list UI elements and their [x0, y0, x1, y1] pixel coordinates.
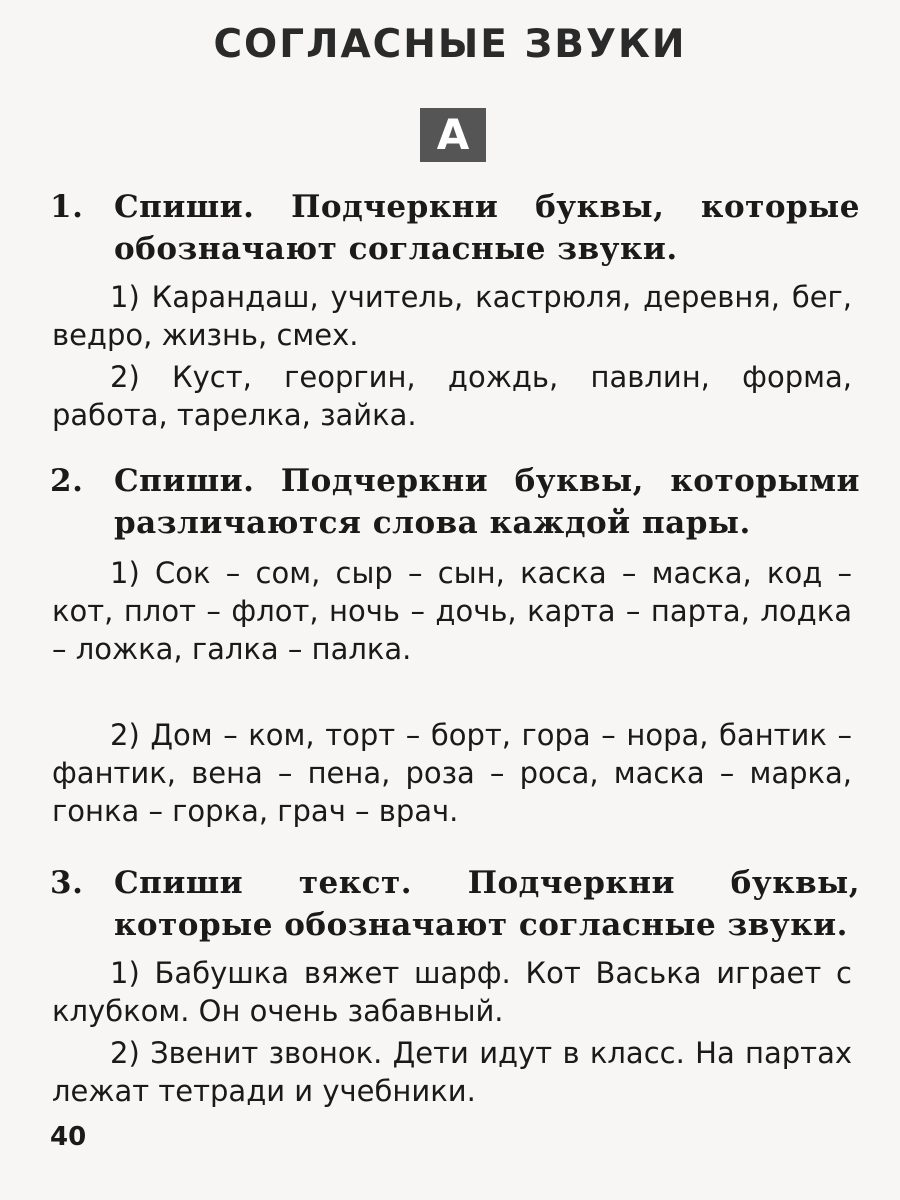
task-3-item-1: 1) Бабушка вяжет шарф. Кот Васька играет с клубком. Он очень забавный. — [52, 956, 852, 1028]
instruction-text: Спиши. Подчеркни буквы, которые обозначают согласные звуки. — [114, 189, 860, 267]
task-number: 3. — [50, 865, 84, 901]
task-1-item-1: 1) Карандаш, учитель, кастрюля, деревня, бег, ведро, жизнь, смех. — [52, 280, 852, 352]
task-1-instruction — [50, 186, 860, 270]
instruction-text: Спиши. Подчеркни буквы, которыми различаются слова каждой пары. — [114, 463, 860, 541]
task-number: 2. — [50, 463, 84, 499]
page-title: СОГЛАСНЫЕ ЗВУКИ — [213, 22, 687, 67]
instruction-text: Спиши текст. Подчеркни буквы, которые обозначают согласные звуки. — [114, 865, 860, 943]
task-3-instruction — [50, 862, 860, 946]
task-number: 1. — [50, 189, 84, 225]
page-number: 40 — [50, 1122, 87, 1152]
task-3-item-2: 2) Звенит звонок. Дети идут в класс. На партах лежат тетради и учебники. — [52, 1036, 852, 1108]
section-badge: А — [420, 108, 486, 162]
task-2-item-2: 2) Дом – ком, торт – борт, гора – нора, бантик – фантик, вена – пена, роза – роса, маска – марка, гонка – горка, грач – врач. — [52, 718, 852, 828]
task-1-item-2: 2) Куст, георгин, дождь, павлин, форма, работа, тарелка, зайка. — [52, 360, 852, 432]
task-2-instruction — [50, 460, 860, 544]
task-2-item-1: 1) Сок – сом, сыр – сын, каска – маска, код – кот, плот – флот, ночь – дочь, карта – парта, лодка – ложка, галка – палка. — [52, 556, 852, 666]
